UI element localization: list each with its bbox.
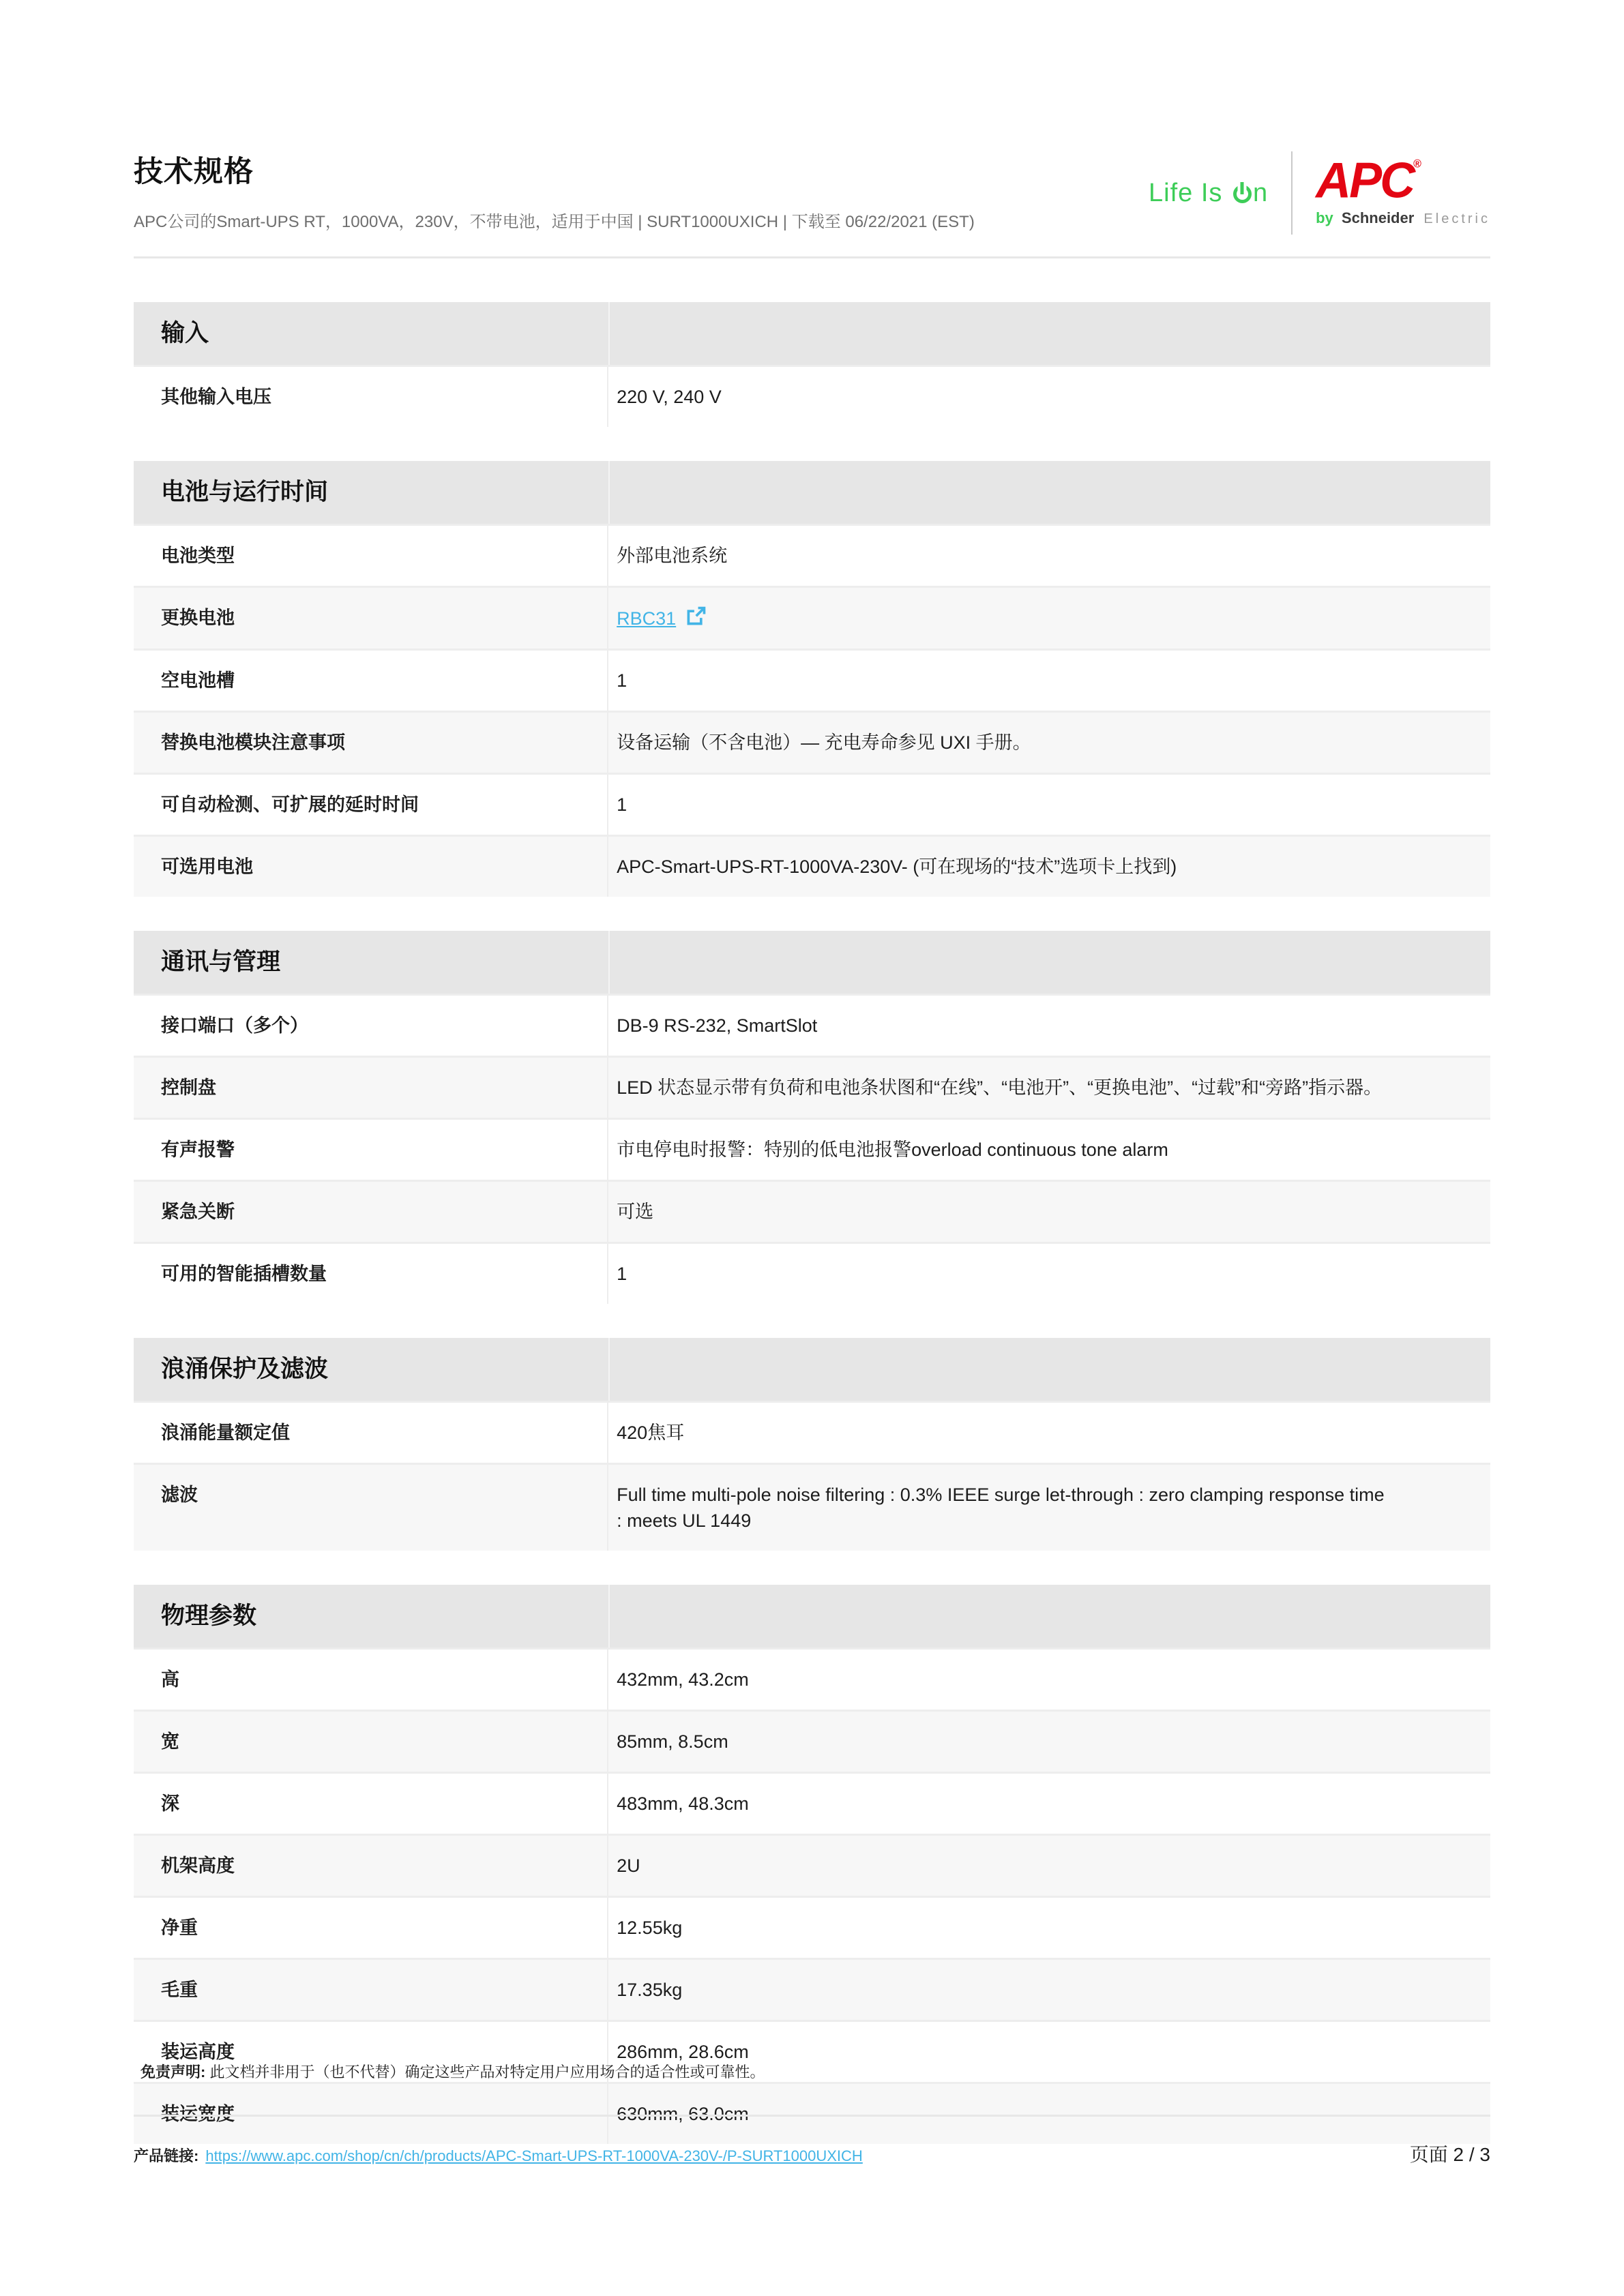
- section-header: 通讯与管理: [134, 931, 1490, 994]
- spec-row: [134, 1056, 1490, 1118]
- section-header: 浪涌保护及滤波: [134, 1338, 1490, 1401]
- spec-label: 装运高度: [134, 2022, 608, 2082]
- spec-value: 2U: [617, 1855, 640, 1876]
- product-link-url[interactable]: https://www.apc.com/shop/cn/ch/products/APC-Smart-UPS-RT-1000VA-230V-/P-SURT1000UXICH: [205, 2147, 863, 2164]
- brand-divider: [1291, 151, 1293, 235]
- spec-value: 可选: [617, 1202, 654, 1222]
- spec-label: 宽: [134, 1712, 608, 1772]
- spec-row: [134, 1401, 1490, 1463]
- spec-label: 紧急关断: [134, 1182, 608, 1242]
- spec-row: [134, 1648, 1490, 1710]
- spec-value: [608, 588, 1490, 648]
- disclaimer-text: 此文档并非用于（也不代替）确定这些产品对特定用户应用场合的适合性或可靠性。: [209, 2063, 765, 2081]
- disclaimer-label: 免责声明:: [141, 2063, 206, 2081]
- spec-value: 85mm, 8.5cm: [617, 1731, 728, 1752]
- byline-schneider: Schneider: [1341, 209, 1415, 227]
- spec-label: 装运宽度: [134, 2084, 608, 2144]
- spec-row: [134, 1772, 1490, 1834]
- spec-value: 286mm, 28.6cm: [617, 2042, 749, 2062]
- footer-line: [134, 2140, 1490, 2167]
- spec-row: [134, 1242, 1490, 1304]
- spec-value: 432mm, 43.2cm: [617, 1669, 749, 1690]
- spec-row: [134, 524, 1490, 586]
- spec-sections: [134, 302, 1490, 2144]
- spec-value: LED 状态显示带有负荷和电池条状图和“在线”、“电池开”、“更换电池”、“过载”和“旁路”指示器。: [617, 1077, 1383, 1098]
- brand-area: [1149, 151, 1490, 235]
- spec-label: 高: [134, 1650, 608, 1710]
- page-number: 页面 2 / 3: [1409, 2144, 1490, 2165]
- spec-label: 可用的智能插槽数量: [134, 1244, 608, 1304]
- section-header: 输入: [134, 302, 1490, 365]
- product-subtitle: APC公司的Smart-UPS RT，1000VA，230V，不带电池，适用于中国 | SURT1000UXICH | 下载至 06/22/2021 (EST): [134, 213, 975, 231]
- spec-value: 17.35kg: [617, 1980, 683, 2000]
- spec-label: 其他输入电压: [134, 367, 608, 427]
- spec-value: 市电停电时报警：特别的低电池报警overload continuous tone alarm: [617, 1139, 1168, 1160]
- spec-value: 1: [617, 1264, 628, 1284]
- spec-label: 有声报警: [134, 1120, 608, 1180]
- spec-value: APC-Smart-UPS-RT-1000VA-230V- (可在现场的“技术”选项卡上找到): [617, 856, 1177, 877]
- replacement-battery-link[interactable]: RBC31: [617, 608, 677, 629]
- spec-row: [134, 1118, 1490, 1180]
- spec-row: [134, 1896, 1490, 1958]
- spec-value: 1: [617, 794, 628, 815]
- spec-row: [134, 365, 1490, 427]
- spec-value: 外部电池系统: [617, 546, 728, 566]
- footer-divider: [134, 2115, 1490, 2117]
- spec-value: 12.55kg: [617, 1918, 683, 1938]
- registered-mark: ®: [1413, 158, 1419, 170]
- power-icon: [1233, 185, 1252, 203]
- spec-row: [134, 711, 1490, 773]
- spec-section: [134, 302, 1490, 427]
- spec-row: [134, 1958, 1490, 2020]
- header-divider: [134, 256, 1490, 258]
- spec-value: 1: [617, 670, 628, 691]
- section-header: 物理参数: [134, 1585, 1490, 1648]
- spec-label: 毛重: [134, 1960, 608, 2020]
- page-title: 技术规格: [134, 155, 254, 188]
- spec-value: DB-9 RS-232, SmartSlot: [617, 1015, 818, 1036]
- spec-value: Full time multi-pole noise filtering : 0.3% IEEE surge let-through : zero clamping response time : meets UL 1449: [617, 1485, 1385, 1531]
- spec-row: [134, 1710, 1490, 1772]
- doc-header: [134, 0, 1490, 258]
- spec-label: 替换电池模块注意事项: [134, 713, 608, 773]
- life-is-on-tail: n: [1252, 178, 1269, 207]
- spec-label: 电池类型: [134, 526, 608, 586]
- spec-label: 接口端口（多个）: [134, 996, 608, 1056]
- byline-by: by: [1316, 209, 1333, 227]
- apc-logo-text: APC: [1316, 152, 1414, 209]
- spec-value: 220 V, 240 V: [617, 387, 722, 407]
- life-is-on-logo: [1149, 179, 1268, 208]
- spec-label: 浪涌能量额定值: [134, 1403, 608, 1463]
- spec-label: 可自动检测、可扩展的延时时间: [134, 775, 608, 835]
- external-link-icon: [684, 605, 707, 628]
- spec-row: [134, 835, 1490, 897]
- schneider-byline: [1316, 209, 1490, 227]
- spec-value: 483mm, 48.3cm: [617, 1793, 749, 1814]
- spec-row: [134, 994, 1490, 1056]
- spec-value: 设备运输（不含电池）— 充电寿命参见 UXI 手册。: [617, 732, 1031, 753]
- spec-value: 420焦耳: [617, 1422, 685, 1443]
- spec-row: [134, 648, 1490, 711]
- product-link-label: 产品链接:: [134, 2147, 199, 2164]
- spec-row: [134, 1834, 1490, 1896]
- spec-label: 净重: [134, 1898, 608, 1958]
- spec-row: [134, 586, 1490, 648]
- spec-label: 机架高度: [134, 1836, 608, 1896]
- spec-row: [134, 773, 1490, 835]
- spec-value: 630mm, 63.0cm: [617, 2104, 749, 2124]
- life-is-on-text: Life Is: [1149, 178, 1223, 207]
- spec-label: 深: [134, 1774, 608, 1834]
- apc-logo-block: [1316, 152, 1490, 228]
- section-header: 电池与运行时间: [134, 461, 1490, 524]
- spec-label: 滤波: [134, 1465, 608, 1551]
- spec-label: 空电池槽: [134, 651, 608, 711]
- spec-label: 可选用电池: [134, 837, 608, 897]
- doc-footer: [134, 2061, 1490, 2167]
- spec-label: 控制盘: [134, 1058, 608, 1118]
- disclaimer: [134, 2061, 1490, 2082]
- spec-row: [134, 1463, 1490, 1551]
- apc-logo: [1316, 152, 1490, 209]
- spec-row: [134, 1180, 1490, 1242]
- spec-section: [134, 931, 1490, 1304]
- byline-electric: Electric: [1423, 211, 1490, 227]
- spec-section: [134, 1338, 1490, 1551]
- spec-section: [134, 1585, 1490, 2144]
- spec-label: 更换电池: [134, 588, 608, 648]
- spec-section: [134, 461, 1490, 897]
